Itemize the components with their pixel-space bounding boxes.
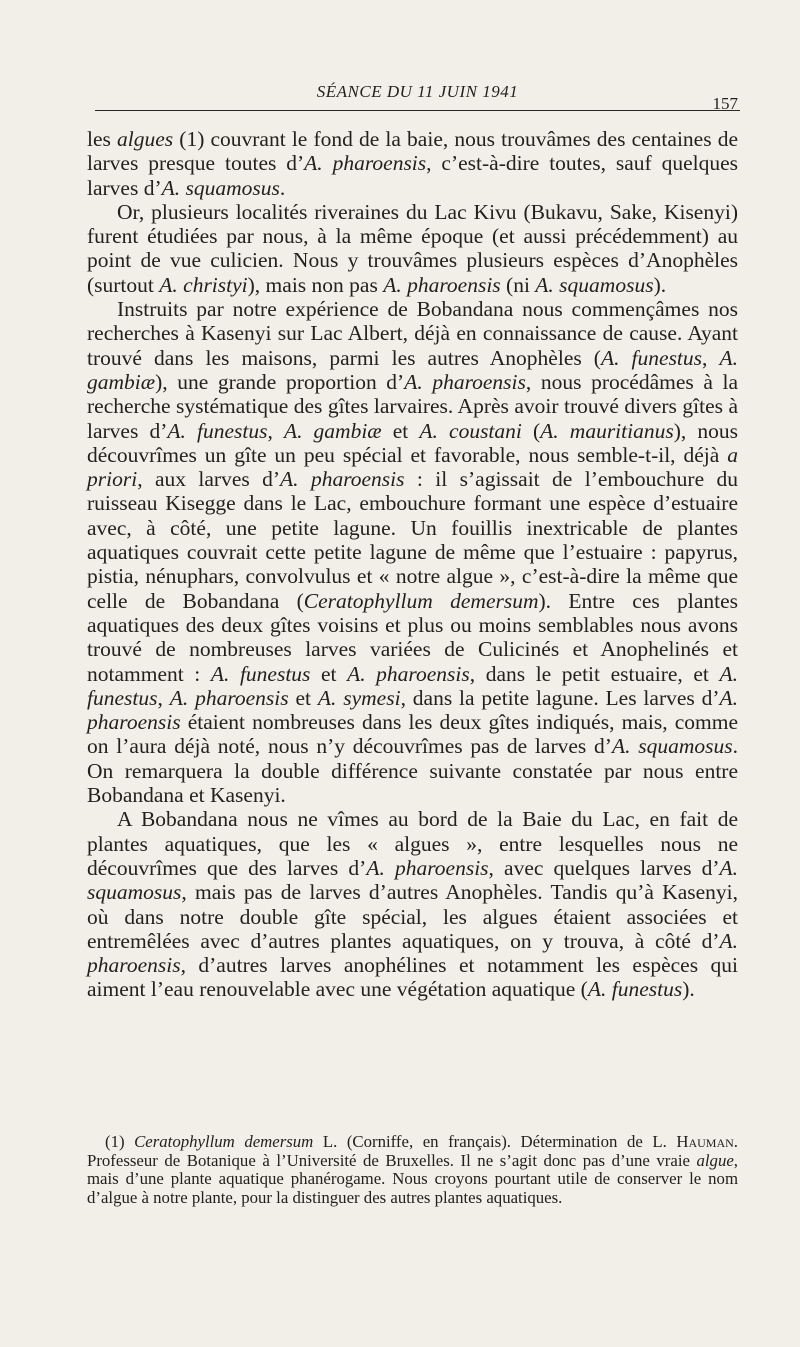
italic-run: a priori xyxy=(87,442,738,492)
text-run: (1) couvrant le fond de la baie, nous trouvâmes des centaines de larves presque toutes d’ xyxy=(87,127,738,176)
italic-run: A. pharoensis xyxy=(404,369,526,394)
text-run: Or, plusieurs localités riveraines du Lac Kivu (Bukavu, Sake, Kisenyi) furent étudiées par nous, à la même époque (et aussi précédemment) au point de vue culicien. Nous y trouvâmes plusieurs espèces d’Anophèles (surtout xyxy=(87,199,738,297)
italic-run: A. pharoensis xyxy=(347,661,470,686)
text-run: . On remarquera la double différence suivante constatée par nous entre Bobandana et Kasenyi. xyxy=(87,734,738,808)
italic-run: A. squamosus xyxy=(535,272,654,297)
text-run: , avec quelques larves d’ xyxy=(488,855,720,880)
italic-run: Ceratophyllum demersum xyxy=(303,588,539,613)
italic-run: A. pharoensis xyxy=(87,928,738,978)
italic-run: A. christyi xyxy=(159,272,248,297)
text-run: , xyxy=(702,345,720,370)
text-run: . xyxy=(279,175,286,200)
italic-run: A. gambiæ xyxy=(283,418,382,443)
header-rule xyxy=(95,110,740,111)
text-run: : il s’agissait de l’embouchure du ruisseau Kisegge dans le Lac, embouchure formant une espèce d’estuaire avec, à côté, une petite lagune. Un fouillis inextricable de plantes aquatiques couvrait cette petite lagune de même que l’estuaire : papyrus, pistia, nénuphars, convolvulus et « notre algue », c’est-à-dire la même que celle de Bobandana ( xyxy=(87,467,739,613)
italic-run: A. pharoensis xyxy=(304,151,427,176)
italic-run: A. funestus xyxy=(167,418,268,443)
footnote xyxy=(87,1133,738,1207)
italic-run: A. mauritianus xyxy=(540,418,674,443)
text-run: , xyxy=(157,685,170,710)
body-paragraph xyxy=(87,200,738,297)
smallcaps-run: Hauman xyxy=(676,1132,734,1151)
text-run: ). xyxy=(653,272,667,297)
italic-run: A. pharoensis xyxy=(169,685,289,710)
italic-run: A. funestus xyxy=(87,661,738,710)
text-run: ), mais non pas xyxy=(247,272,384,297)
body-text xyxy=(87,127,738,1002)
italic-run: A. squamosus xyxy=(611,734,733,759)
italic-run: A. pharoensis xyxy=(366,855,489,880)
page-number: 157 xyxy=(712,94,738,113)
italic-run: A. gambiæ xyxy=(87,345,738,394)
text-run: ). Entre ces plantes aquatiques des deux gîtes voisins et plus ou moins semblables nous avons trouvé de nombreuses larves variées de Culicinés et Anophelinés et notamment : xyxy=(87,588,738,686)
text-run: ( xyxy=(521,418,541,443)
body-paragraph xyxy=(87,297,738,807)
text-run: ), nous découvrîmes un gîte un peu spécial et favorable, nous semble-t-il, déjà xyxy=(87,418,738,467)
italic-run: A. pharoensis xyxy=(87,685,739,735)
text-run: (1) xyxy=(105,1132,135,1151)
text-run: et xyxy=(310,661,348,686)
italic-run: A. pharoensis xyxy=(280,467,405,492)
italic-run: algues xyxy=(117,127,174,151)
italic-run: A. funestus xyxy=(600,345,703,370)
text-run: , mais pas de larves d’autres Anophèles. Tandis qu’à Kasenyi, où dans notre double gîte spécial, les algues étaient associées et entremêlées avec d’autres plantes aquatiques, on y trouva, à côté d’ xyxy=(87,880,738,953)
running-title: SÉANCE DU 11 JUIN 1941 xyxy=(316,82,519,101)
text-run: (ni xyxy=(500,272,536,297)
text-run: ), une grande proportion d’ xyxy=(155,369,405,394)
text-run: , c’est-à-dire toutes, sauf quelques larves d’ xyxy=(87,151,738,200)
text-run: et xyxy=(381,418,420,443)
text-run: étaient nombreuses dans les deux gîtes indiqués, mais, comme on l’aura déjà noté, nous n’y découvrîmes pas de larves d’ xyxy=(87,710,738,759)
text-run: A Bobandana nous ne vîmes au bord de la Baie du Lac, en fait de plantes aquatiques, que les « algues », entre lesquelles nous ne découvrîmes que des larves d’ xyxy=(87,807,738,880)
text-run: , dans le petit estuaire, et xyxy=(469,661,720,686)
italic-run: A. funestus xyxy=(587,977,683,1002)
italic-run: A. pharoensis xyxy=(383,272,501,297)
text-run: , mais d’une plante aquatique phanérogame. Nous croyons pourtant utile de conserver le nom d’algue à notre plante, pour la distinguer des autres plantes aquatiques. xyxy=(87,1150,738,1207)
body-paragraph xyxy=(87,127,738,200)
italic-run: A. symesi xyxy=(317,685,401,710)
text-run: et xyxy=(288,685,318,710)
text-run: les xyxy=(87,127,118,151)
italic-run: Ceratophyllum demersum xyxy=(134,1132,314,1151)
footnote-paragraph xyxy=(87,1133,738,1207)
text-run: , dans la petite lagune. Les larves d’ xyxy=(400,685,720,710)
text-run: . Professeur de Botanique à l’Université de Bruxelles. Il ne s’agit donc pas d’une vraie xyxy=(87,1132,738,1170)
italic-run: A. funestus xyxy=(210,661,311,686)
text-run: ). xyxy=(682,977,695,1002)
text-run: L. (Corniffe, en français). Détermination de L. xyxy=(313,1132,677,1151)
italic-run: A. squamosus xyxy=(87,855,739,905)
italic-run: algue xyxy=(696,1150,734,1170)
italic-run: A. squamosus xyxy=(161,175,280,200)
body-paragraph xyxy=(87,807,738,1001)
text-run: , aux larves d’ xyxy=(137,467,281,492)
text-run: , d’autres larves anophélines et notamment les espèces qui aiment l’eau renouvelable avec une végétation aquatique ( xyxy=(87,953,738,1002)
italic-run: A. coustani xyxy=(419,418,522,443)
text-run: , xyxy=(267,418,284,443)
text-run: , nous procédâmes à la recherche systématique des gîtes larvaires. Après avoir trouvé divers gîtes à larves d’ xyxy=(87,369,738,443)
text-run: Instruits par notre expérience de Bobandana nous commençâmes nos recherches à Kasenyi sur Lac Albert, déjà en connaissance de cause. Ayant trouvé dans les maisons, parmi les autres Anophèles ( xyxy=(87,297,738,370)
